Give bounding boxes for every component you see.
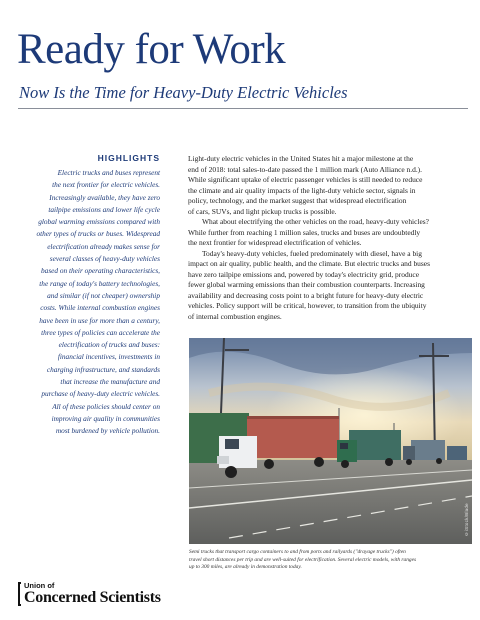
caption-line: travel short distances per trip and are well-suited for electrification. Several electric models, with ranges [189,556,417,563]
highlights-line: other types of trucks or buses. Widespread [36,229,160,239]
body-line: impact on air quality, public health, and the climate. But electric trucks and buses [188,259,430,268]
highlights-line: costs. While internal combustion engines [40,303,160,313]
body-line: What about electrifying the other vehicles on the road, heavy-duty vehicles? [202,217,429,226]
highlights-line: electrification of trucks and buses: [58,340,160,350]
highlights-line: Electric trucks and buses represent [57,168,160,177]
highlights-line: several classes of heavy-duty vehicles [49,254,160,264]
highlights-line: tailpipe emissions and lower life cycle [48,204,160,214]
highlights-line: charging infrastructure, and standards [46,364,160,374]
body-line: fewer global warming emissions than their combustion counterparts. Increasing [188,280,425,289]
highlights-heading: HIGHLIGHTS [97,153,160,163]
highlights-line: based on their operating characteristics, [41,266,160,276]
highlights-line: and similar (if not cheaper) ownership [47,290,160,300]
body-line: of internal combustion engines. [188,311,282,321]
caption-line: up to 300 miles, are already in demonstration today. [189,564,302,571]
photo-credit: ©iStock/Blade [464,502,469,536]
body-line: end of 2018: total sales-to-date passed the 1 million mark (Auto Alliance n.d.). [188,164,423,174]
body-line: While further from reaching 1 million sales, trucks and buses are undoubtedly [188,227,421,237]
photo-caption [189,549,474,572]
logo-text-line2: Concerned Scientists [24,589,161,606]
highlights-line: the range of today's battery technologies, [39,278,160,288]
highlights-text [20,167,160,438]
ucs-logo [18,582,168,608]
body-line: the next frontier for widespread electrification of vehicles. [188,238,362,247]
logo-text-line1: Union of [24,581,55,590]
highlights-line: that increase the manufacture and [60,377,160,387]
body-line: the climate and air quality impacts of the light-duty vehicle sector, signals in [188,185,416,195]
highlights-line: electrification already makes sense for [47,241,160,251]
highlights-line: Increasingly available, they have zero [49,192,160,202]
body-line: have zero tailpipe emissions and, powered by today's electricity grid, produce [188,269,420,279]
caption-line: Semi trucks that transport cargo containers to and from ports and railyards ("drayage trucks") often [189,549,406,555]
highlights-line: the next frontier for electric vehicles. [52,180,160,190]
highlights-line: have been in use for more than a century, [39,315,160,325]
body-paragraph [188,217,473,249]
body-line: Today's heavy-duty vehicles, fueled predominately with diesel, have a big [202,248,422,258]
body-paragraph [188,249,473,323]
truck-photo [189,338,472,544]
body-paragraph [188,154,473,217]
title-divider [18,108,468,109]
highlights-sidebar [20,153,160,438]
page-subtitle: Now Is the Time for Heavy-Duty Electric Vehicles [19,83,348,102]
highlights-line: most burdened by vehicle pollution. [55,426,160,436]
highlights-line: financial incentives, investments in [57,352,160,362]
body-text [188,154,473,322]
body-line: While significant uptake of electric passenger vehicles is still needed to reduce [188,175,423,184]
logo-bracket-icon [18,582,21,606]
highlights-line: purchase of heavy-duty electric vehicles. [41,389,160,399]
page-title: Ready for Work [17,26,286,73]
highlights-line: global warming emissions compared with [38,217,160,227]
highlights-line: All of these policies should center on [52,401,160,411]
highlights-line: improving air quality in communities [51,413,160,423]
body-line: availability and decreasing costs point to a bright future for heavy-duty electric [188,290,424,300]
body-line: Light-duty electric vehicles in the United States hit a major milestone at the [188,154,414,163]
highlights-line: three types of policies can accelerate the [41,327,160,337]
body-line: vehicles. Policy support will be critical, however, to transition from the ubiquity [188,301,427,310]
truck-photo-illustration [189,338,472,544]
body-line: policy, technology, and the market suggest that widespread electrification [188,196,407,205]
body-line: of cars, SUVs, and light pickup trucks is possible. [188,206,337,216]
